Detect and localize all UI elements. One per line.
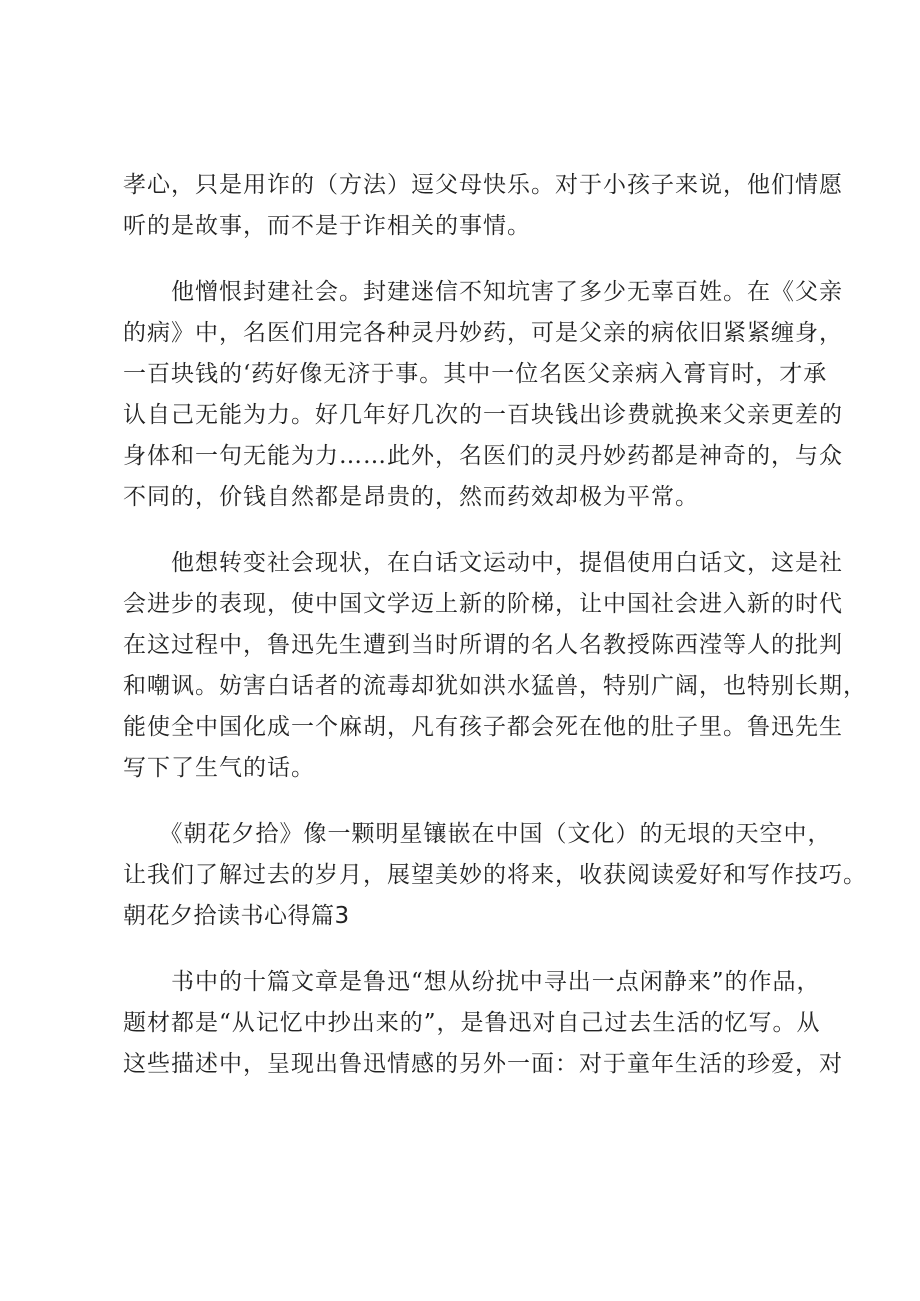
text-line: 和嘲讽。妨害白话者的流毒却犹如洪水猛兽，特别广阔，也特别长期， — [123, 673, 867, 699]
text-line: 在这过程中，鲁迅先生遭到当时所谓的名人名教授陈西滢等人的批判 — [123, 632, 843, 658]
paragraph-gap — [123, 789, 823, 814]
text-line: 认自己无能为力。好几年好几次的一百块钱出诊费就换来父亲更差的 — [123, 402, 843, 428]
text-line: 的病》中，名医们用完各种灵丹妙药，可是父亲的病依旧紧紧缠身， — [123, 320, 843, 346]
text-line: 他想转变社会现状，在白话文运动中，提倡使用白话文，这是社 — [123, 550, 843, 576]
text-line: 他憎恨封建社会。封建迷信不知坑害了多少无辜百姓。在《父亲 — [123, 279, 843, 305]
text-line: 书中的十篇文章是鲁迅“想从纷扰中寻出一点闲静来”的作品， — [123, 969, 821, 995]
paragraph-gap — [123, 518, 823, 543]
paragraph-4 — [123, 814, 867, 896]
text-line: 听的是故事，而不是于诈相关的事情。 — [123, 213, 531, 239]
paragraph-2 — [123, 272, 843, 518]
text-line: 会进步的表现，使中国文学迈上新的阶梯，让中国社会进入新的时代 — [123, 591, 843, 617]
text-line: 写下了生气的话。 — [123, 755, 315, 781]
text-line: 《朝花夕拾》像一颗明星镶嵌在中国（文化）的无垠的天空中， — [123, 821, 832, 847]
section-heading: 朝花夕拾读书心得篇3 — [123, 903, 350, 929]
text-line: 不同的，价钱自然都是昂贵的，然而药效却极为平常。 — [123, 484, 699, 510]
paragraph-3 — [123, 543, 867, 789]
text-line: 孝心，只是用诈的（方法）逗父母快乐。对于小孩子来说，他们情愿 — [123, 172, 843, 198]
paragraph-gap — [123, 247, 823, 272]
text-line: 这些描述中，呈现出鲁迅情感的另外一面：对于童年生活的珍爱，对 — [123, 1051, 843, 1077]
document-body — [123, 165, 867, 1085]
paragraph-gap — [123, 937, 823, 962]
paragraph-1 — [123, 165, 843, 247]
text-line: 让我们了解过去的岁月，展望美妙的将来，收获阅读爱好和写作技巧。 — [123, 862, 867, 888]
text-line: 能使全中国化成一个麻胡，凡有孩子都会死在他的肚子里。鲁迅先生 — [123, 714, 843, 740]
text-line: 题材都是“从记忆中抄出来的”，是鲁迅对自己过去生活的忆写。从 — [123, 1010, 821, 1036]
text-line: 身体和一句无能为力……此外，名医们的灵丹妙药都是神奇的，与众 — [123, 443, 843, 469]
paragraph-5 — [123, 962, 843, 1085]
text-line: 一百块钱的‘药好像无济于事。其中一位名医父亲病入膏肓时，才承 — [123, 361, 828, 387]
